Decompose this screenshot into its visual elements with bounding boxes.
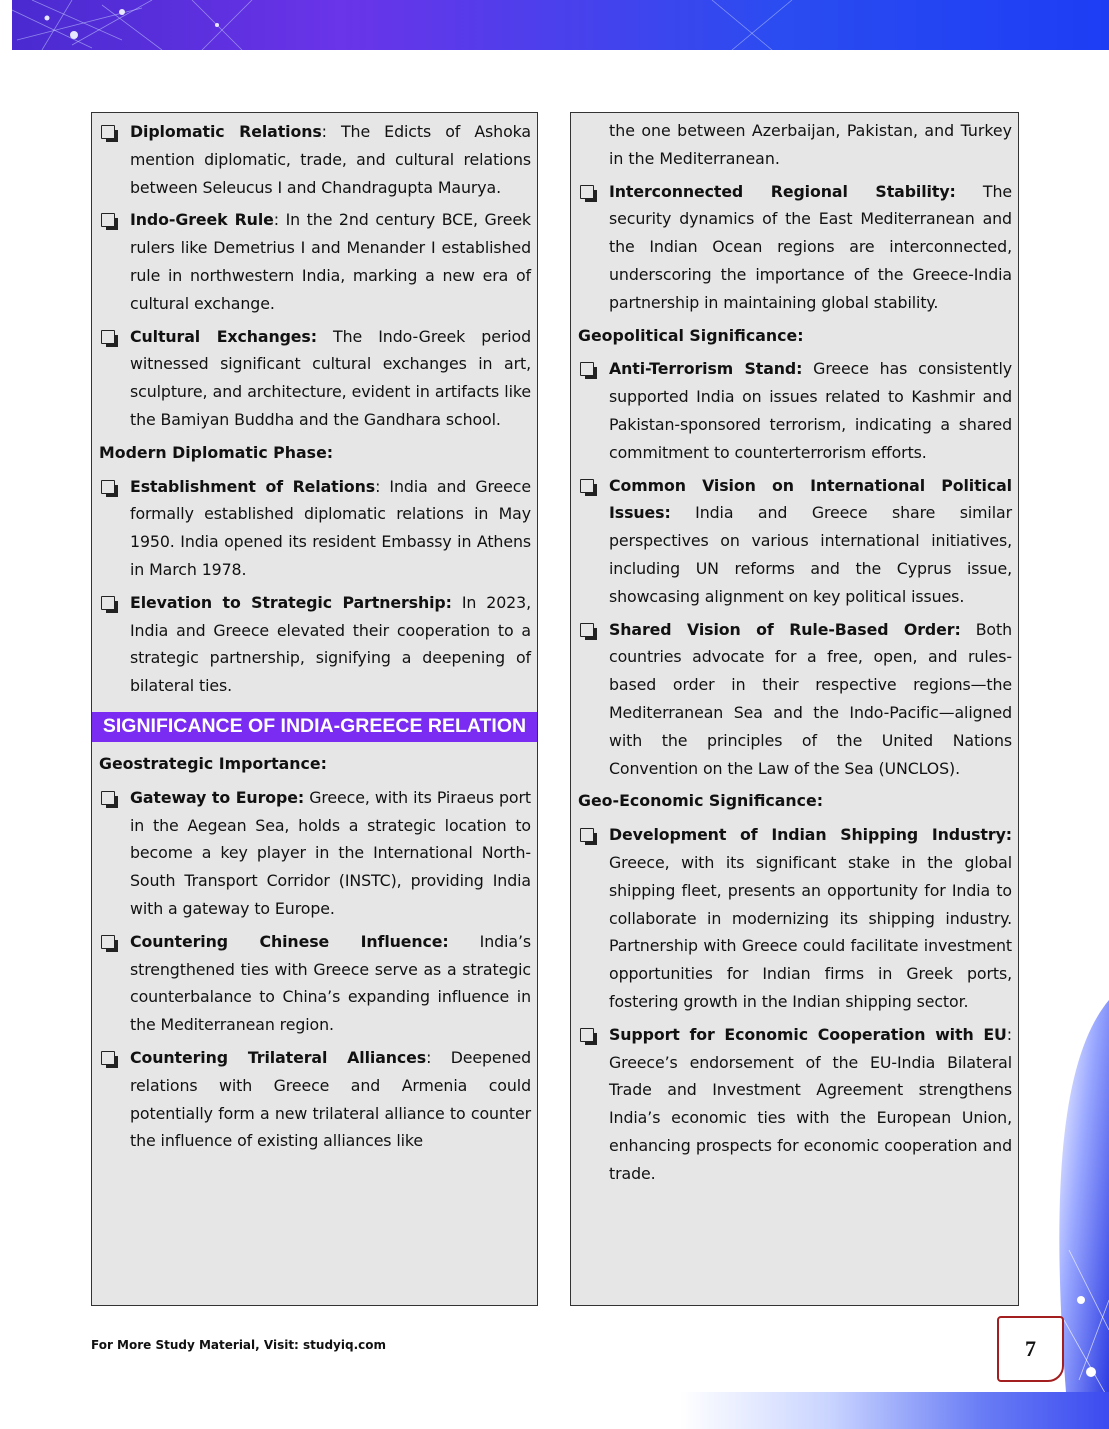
list-item: Elevation to Strategic Partnership: In 2023, India and Greece elevated their cooperation to a strategic partnership, signifying a deepening of bilateral ties.	[99, 589, 531, 700]
left-items-group-3	[99, 784, 531, 1155]
checkbox-bullet-icon	[101, 125, 115, 139]
checkbox-bullet-icon	[101, 791, 115, 805]
subheading: Geo-Economic Significance:	[578, 791, 824, 811]
list-item: Shared Vision of Rule-Based Order: Both countries advocate for a free, open, and rules-based order in their respective regions—the Mediterranean Sea and the Indo-Pacific—aligned with the principles of the United Nations Convention on the Law of the Sea (UNCLOS).	[578, 616, 1012, 783]
left-items-group-2	[99, 473, 531, 700]
right-items-group-2	[578, 355, 1012, 782]
list-item: Countering Trilateral Alliances: Deepened relations with Greece and Armenia could potentially form a new trilateral alliance to counter the influence of existing alliances like	[99, 1044, 531, 1155]
list-item: Establishment of Relations: India and Greece formally established diplomatic relations in May 1950. India opened its resident Embassy in Athens in March 1978.	[99, 473, 531, 584]
page-number: 7	[997, 1316, 1064, 1382]
list-item: Indo-Greek Rule: In the 2nd century BCE, Greek rulers like Demetrius I and Menander I established rule in northwestern India, marking a new era of cultural exchange.	[99, 206, 531, 317]
subheading: Geopolitical Significance:	[578, 325, 804, 345]
continued-text: the one between Azerbaijan, Pakistan, and Turkey in the Mediterranean.	[609, 121, 1012, 168]
right-column	[570, 112, 1019, 1306]
footer-gradient-band	[680, 1392, 1109, 1429]
list-item: Diplomatic Relations: The Edicts of Ashoka mention diplomatic, trade, and cultural relations between Seleucus I and Chandragupta Maurya.	[99, 118, 531, 201]
list-item: Cultural Exchanges: The Indo-Greek period witnessed significant cultural exchanges in art, sculpture, and architecture, evident in artifacts like the Bamiyan Buddha and the Gandhara school.	[99, 323, 531, 434]
checkbox-bullet-icon	[580, 1028, 594, 1042]
list-item: Gateway to Europe: Greece, with its Piraeus port in the Aegean Sea, holds a strategic location to become a key player in the International North-South Transport Corridor (INSTC), providing India with a gateway to Europe.	[99, 784, 531, 923]
list-item: Development of Indian Shipping Industry: Greece, with its significant stake in the global shipping fleet, presents an opportunity for India to collaborate in modernizing its shipping industry. Partnership with Greece could facilitate investment opportunities for Indian firms in Greek ports, fostering growth in the Indian shipping sector.	[578, 821, 1012, 1016]
checkbox-bullet-icon	[101, 935, 115, 949]
right-items-group-3	[578, 821, 1012, 1187]
section-title-banner: SIGNIFICANCE OF INDIA-GREECE RELATION	[92, 712, 537, 742]
checkbox-bullet-icon	[101, 1051, 115, 1065]
list-item: Interconnected Regional Stability: The security dynamics of the East Mediterranean and the Indian Ocean regions are interconnected, underscoring the importance of the Greece-India partnership in maintaining global stability.	[578, 178, 1012, 317]
subheading: Modern Diplomatic Phase:	[99, 442, 334, 462]
footer-link-text[interactable]: For More Study Material, Visit: studyiq.com	[91, 1338, 386, 1352]
left-column	[91, 112, 538, 1306]
left-items-group-1	[99, 118, 531, 434]
checkbox-bullet-icon	[580, 623, 594, 637]
checkbox-bullet-icon	[580, 185, 594, 199]
network-pattern-decoration	[12, 0, 1109, 50]
list-item: Common Vision on International Political Issues: India and Greece share similar perspectives on various international initiatives, including UN reforms and the Cyprus issue, showcasing alignment on key political issues.	[578, 472, 1012, 611]
checkbox-bullet-icon	[580, 362, 594, 376]
list-item: Anti-Terrorism Stand: Greece has consistently supported India on issues related to Kashmir and Pakistan-sponsored terrorism, indicating a shared commitment to counterterrorism efforts.	[578, 355, 1012, 466]
checkbox-bullet-icon	[580, 828, 594, 842]
list-item: Support for Economic Cooperation with EU: Greece’s endorsement of the EU-India Bilateral Trade and Investment Agreement strengthens India’s economic ties with the European Union, enhancing prospects for economic cooperation and trade.	[578, 1021, 1012, 1188]
checkbox-bullet-icon	[101, 596, 115, 610]
checkbox-bullet-icon	[101, 480, 115, 494]
header-banner	[12, 0, 1109, 50]
subheading: Geostrategic Importance:	[99, 753, 327, 773]
checkbox-bullet-icon	[101, 330, 115, 344]
checkbox-bullet-icon	[580, 479, 594, 493]
checkbox-bullet-icon	[101, 213, 115, 227]
list-item: Countering Chinese Influence: India’s strengthened ties with Greece serve as a strategic counterbalance to China’s expanding influence in the Mediterranean region.	[99, 928, 531, 1039]
